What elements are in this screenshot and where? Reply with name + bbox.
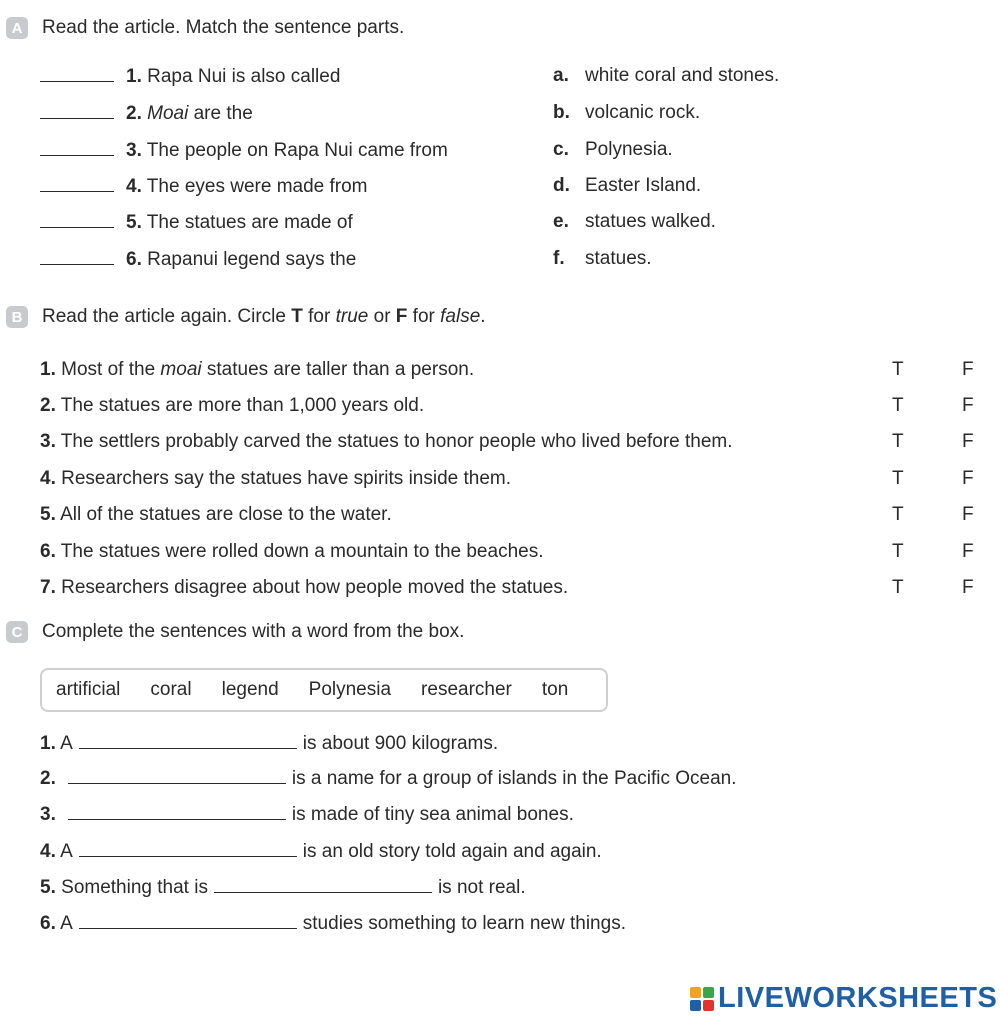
tf-question: 3. The settlers probably carved the statues to honor people who lived before them. xyxy=(40,431,733,452)
completion-item: 4. A is an old story told again and again. xyxy=(40,841,602,862)
false-option[interactable]: F xyxy=(962,395,974,416)
true-option[interactable]: T xyxy=(892,468,904,489)
completion-item: 3. is made of tiny sea animal bones. xyxy=(40,804,574,825)
answer-blank[interactable] xyxy=(40,210,114,228)
section-c-header xyxy=(6,621,464,643)
fill-blank[interactable] xyxy=(79,839,297,857)
answer-blank[interactable] xyxy=(40,64,114,82)
section-b-badge: B xyxy=(6,306,28,328)
completion-item: 5. Something that is is not real. xyxy=(40,877,526,898)
answer-blank[interactable] xyxy=(40,174,114,192)
false-option[interactable]: F xyxy=(962,431,974,452)
word-option: Polynesia xyxy=(308,679,392,700)
false-option[interactable]: F xyxy=(962,359,974,380)
true-option[interactable]: T xyxy=(892,359,904,380)
section-a-instruction: Read the article. Match the sentence parts. xyxy=(42,17,405,38)
tf-question: 6. The statues were rolled down a mountain to the beaches. xyxy=(40,541,544,562)
word-option: artificial xyxy=(56,679,121,700)
completion-item: 6. A studies something to learn new things. xyxy=(40,913,626,934)
match-left-item: 2. Moai are the xyxy=(40,101,253,125)
logo-text: LIVEWORKSHEETS xyxy=(718,982,998,1014)
fill-blank[interactable] xyxy=(79,731,297,749)
tf-question: 7. Researchers disagree about how people moved the statues. xyxy=(40,577,569,598)
match-left-item: 5. The statues are made of xyxy=(40,210,353,234)
answer-blank[interactable] xyxy=(40,247,114,265)
section-a-header xyxy=(6,17,404,39)
liveworksheets-logo xyxy=(690,982,997,1015)
match-left-item: 1. Rapa Nui is also called xyxy=(40,64,340,88)
true-option[interactable]: T xyxy=(892,577,904,598)
word-option: researcher xyxy=(421,679,512,700)
section-b-instruction: Read the article again. Circle T for true or F for false. xyxy=(42,306,486,327)
false-option[interactable]: F xyxy=(962,577,974,598)
answer-blank[interactable] xyxy=(40,138,114,156)
completion-item: 1. A is about 900 kilograms. xyxy=(40,733,499,754)
word-box xyxy=(40,668,608,712)
true-option[interactable]: T xyxy=(892,431,904,452)
true-option[interactable]: T xyxy=(892,504,904,525)
tf-question: 4. Researchers say the statues have spirits inside them. xyxy=(40,468,512,489)
completion-item: 2. is a name for a group of islands in the Pacific Ocean. xyxy=(40,768,737,789)
false-option[interactable]: F xyxy=(962,468,974,489)
true-option[interactable]: T xyxy=(892,395,904,416)
tf-question: 5. All of the statues are close to the water. xyxy=(40,504,392,525)
match-right-item: b. volcanic rock. xyxy=(553,102,701,123)
match-right-item: e. statues walked. xyxy=(553,211,716,232)
word-option: ton xyxy=(541,679,569,700)
match-left-item: 6. Rapanui legend says the xyxy=(40,247,356,271)
match-right-item: a. white coral and stones. xyxy=(553,65,780,86)
section-c-instruction: Complete the sentences with a word from the box. xyxy=(42,621,465,642)
fill-blank[interactable] xyxy=(214,875,432,893)
match-right-item: c. Polynesia. xyxy=(553,139,673,160)
word-option: legend xyxy=(221,679,279,700)
false-option[interactable]: F xyxy=(962,504,974,525)
tf-question: 2. The statues are more than 1,000 years old. xyxy=(40,395,425,416)
match-right-item: f. statues. xyxy=(553,248,652,269)
match-left-item: 4. The eyes were made from xyxy=(40,174,368,198)
match-right-item: d. Easter Island. xyxy=(553,175,702,196)
section-c-badge: C xyxy=(6,621,28,643)
true-option[interactable]: T xyxy=(892,541,904,562)
false-option[interactable]: F xyxy=(962,541,974,562)
match-left-item: 3. The people on Rapa Nui came from xyxy=(40,138,448,162)
fill-blank[interactable] xyxy=(68,766,286,784)
section-a-badge: A xyxy=(6,17,28,39)
fill-blank[interactable] xyxy=(79,911,297,929)
logo-mark-icon xyxy=(690,987,714,1011)
answer-blank[interactable] xyxy=(40,101,114,119)
section-b-header xyxy=(6,306,486,328)
tf-question: 1. Most of the moai statues are taller than a person. xyxy=(40,359,475,380)
fill-blank[interactable] xyxy=(68,802,286,820)
word-option: coral xyxy=(150,679,192,700)
